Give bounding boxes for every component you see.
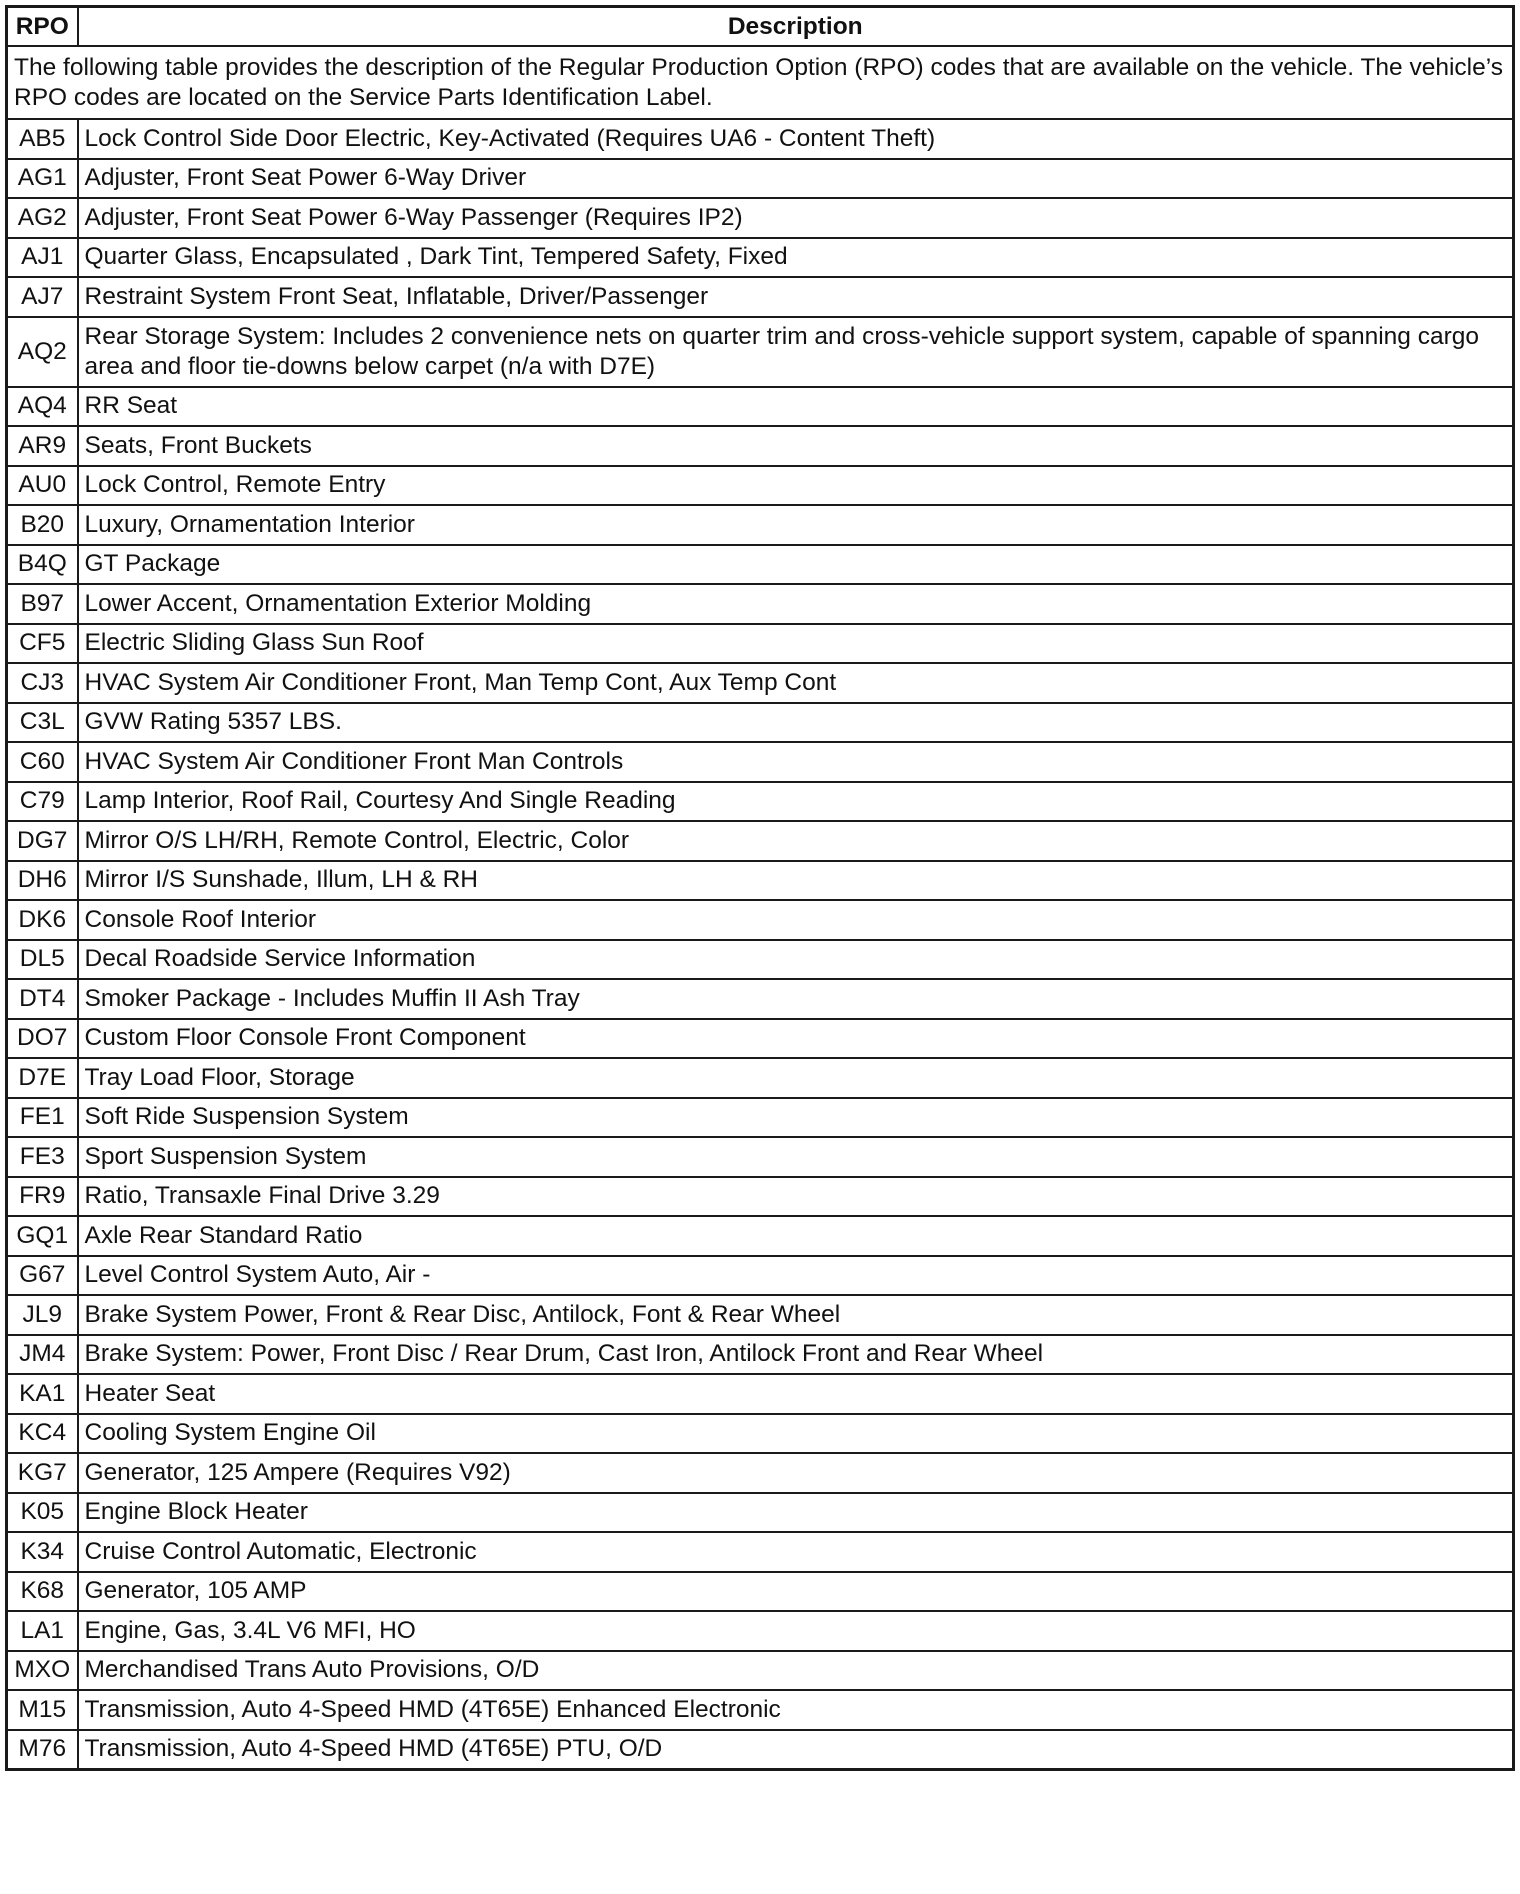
table-header-row: [7, 7, 1514, 47]
table-row: [7, 426, 1514, 466]
description-cell: Lower Accent, Ornamentation Exterior Molding: [78, 584, 1514, 624]
description-cell: Transmission, Auto 4-Speed HMD (4T65E) PTU, O/D: [78, 1730, 1514, 1770]
table-row: [7, 1730, 1514, 1770]
rpo-code-cell: AJ1: [7, 238, 78, 278]
rpo-code-cell: B4Q: [7, 545, 78, 585]
rpo-code-cell: AJ7: [7, 277, 78, 317]
description-cell: Tray Load Floor, Storage: [78, 1058, 1514, 1098]
table-row: [7, 1177, 1514, 1217]
table-row: [7, 159, 1514, 199]
description-cell: Luxury, Ornamentation Interior: [78, 505, 1514, 545]
description-cell: Level Control System Auto, Air -: [78, 1256, 1514, 1296]
rpo-code-cell: GQ1: [7, 1216, 78, 1256]
table-row: [7, 545, 1514, 585]
table-row: [7, 584, 1514, 624]
table-row: [7, 782, 1514, 822]
rpo-code-cell: AB5: [7, 119, 78, 159]
rpo-code-cell: AR9: [7, 426, 78, 466]
description-cell: Sport Suspension System: [78, 1137, 1514, 1177]
table-row: [7, 1256, 1514, 1296]
rpo-code-cell: K34: [7, 1532, 78, 1572]
intro-row: [7, 46, 1514, 119]
table-row: [7, 1058, 1514, 1098]
rpo-code-cell: CJ3: [7, 663, 78, 703]
rpo-code-cell: G67: [7, 1256, 78, 1296]
rpo-code-cell: C60: [7, 742, 78, 782]
table-row: [7, 1532, 1514, 1572]
rpo-code-cell: FE1: [7, 1098, 78, 1138]
description-cell: Merchandised Trans Auto Provisions, O/D: [78, 1651, 1514, 1691]
table-row: [7, 821, 1514, 861]
description-cell: GVW Rating 5357 LBS.: [78, 703, 1514, 743]
table-row: [7, 238, 1514, 278]
rpo-code-cell: LA1: [7, 1611, 78, 1651]
rpo-code-cell: DO7: [7, 1019, 78, 1059]
table-row: [7, 624, 1514, 664]
rpo-code-cell: DH6: [7, 861, 78, 901]
rpo-code-cell: JL9: [7, 1295, 78, 1335]
description-cell: Engine Block Heater: [78, 1493, 1514, 1533]
description-cell: Lamp Interior, Roof Rail, Courtesy And Single Reading: [78, 782, 1514, 822]
table-row: [7, 1216, 1514, 1256]
table-row: [7, 198, 1514, 238]
table-row: [7, 466, 1514, 506]
table-row: [7, 1295, 1514, 1335]
description-cell: HVAC System Air Conditioner Front Man Controls: [78, 742, 1514, 782]
rpo-code-cell: C3L: [7, 703, 78, 743]
rpo-code-cell: KC4: [7, 1414, 78, 1454]
description-cell: Heater Seat: [78, 1374, 1514, 1414]
table-row: [7, 277, 1514, 317]
rpo-code-cell: K05: [7, 1493, 78, 1533]
table-row: [7, 1137, 1514, 1177]
description-cell: Restraint System Front Seat, Inflatable, Driver/Passenger: [78, 277, 1514, 317]
description-cell: Cooling System Engine Oil: [78, 1414, 1514, 1454]
rpo-code-cell: M76: [7, 1730, 78, 1770]
table-row: [7, 1098, 1514, 1138]
description-cell: Adjuster, Front Seat Power 6-Way Passenger (Requires IP2): [78, 198, 1514, 238]
description-cell: Electric Sliding Glass Sun Roof: [78, 624, 1514, 664]
description-cell: Axle Rear Standard Ratio: [78, 1216, 1514, 1256]
table-row: [7, 1374, 1514, 1414]
rpo-code-cell: B97: [7, 584, 78, 624]
rpo-code-cell: JM4: [7, 1335, 78, 1375]
description-cell: Mirror I/S Sunshade, Illum, LH & RH: [78, 861, 1514, 901]
table-row: [7, 940, 1514, 980]
table-row: [7, 1414, 1514, 1454]
table-row: [7, 1019, 1514, 1059]
description-cell: RR Seat: [78, 387, 1514, 427]
intro-text: The following table provides the description of the Regular Production Option (RPO) codes that are available on the vehicle. The vehicle’s RPO codes are located on the Service Parts Identification Label.: [7, 46, 1514, 119]
table-row: [7, 979, 1514, 1019]
rpo-table: [5, 5, 1515, 1771]
rpo-code-cell: MXO: [7, 1651, 78, 1691]
table-row: [7, 1651, 1514, 1691]
description-cell: Brake System: Power, Front Disc / Rear Drum, Cast Iron, Antilock Front and Rear Wheel: [78, 1335, 1514, 1375]
description-cell: Soft Ride Suspension System: [78, 1098, 1514, 1138]
table-row: [7, 703, 1514, 743]
rpo-code-cell: KA1: [7, 1374, 78, 1414]
description-cell: Generator, 125 Ampere (Requires V92): [78, 1453, 1514, 1493]
rpo-code-cell: AG1: [7, 159, 78, 199]
rpo-table-container: [5, 5, 1515, 1771]
description-cell: Mirror O/S LH/RH, Remote Control, Electric, Color: [78, 821, 1514, 861]
rpo-code-cell: DT4: [7, 979, 78, 1019]
description-cell: Lock Control, Remote Entry: [78, 466, 1514, 506]
description-cell: Adjuster, Front Seat Power 6-Way Driver: [78, 159, 1514, 199]
description-cell: Lock Control Side Door Electric, Key-Activated (Requires UA6 - Content Theft): [78, 119, 1514, 159]
rpo-code-cell: DG7: [7, 821, 78, 861]
description-cell: Brake System Power, Front & Rear Disc, Antilock, Font & Rear Wheel: [78, 1295, 1514, 1335]
description-cell: Rear Storage System: Includes 2 convenience nets on quarter trim and cross-vehicle support system, capable of spanning cargo area and floor tie-downs below carpet (n/a with D7E): [78, 317, 1514, 387]
description-cell: Quarter Glass, Encapsulated , Dark Tint, Tempered Safety, Fixed: [78, 238, 1514, 278]
description-cell: Custom Floor Console Front Component: [78, 1019, 1514, 1059]
table-body: [7, 46, 1514, 1770]
table-row: [7, 505, 1514, 545]
table-row: [7, 387, 1514, 427]
table-row: [7, 317, 1514, 387]
rpo-code-cell: AG2: [7, 198, 78, 238]
description-cell: GT Package: [78, 545, 1514, 585]
table-row: [7, 119, 1514, 159]
table-row: [7, 900, 1514, 940]
description-cell: Ratio, Transaxle Final Drive 3.29: [78, 1177, 1514, 1217]
rpo-code-cell: B20: [7, 505, 78, 545]
table-row: [7, 1572, 1514, 1612]
description-cell: Decal Roadside Service Information: [78, 940, 1514, 980]
rpo-code-cell: CF5: [7, 624, 78, 664]
rpo-code-cell: C79: [7, 782, 78, 822]
table-row: [7, 861, 1514, 901]
description-cell: Generator, 105 AMP: [78, 1572, 1514, 1612]
table-row: [7, 663, 1514, 703]
description-cell: Seats, Front Buckets: [78, 426, 1514, 466]
rpo-code-cell: FE3: [7, 1137, 78, 1177]
rpo-code-cell: AU0: [7, 466, 78, 506]
table-row: [7, 1493, 1514, 1533]
description-cell: Transmission, Auto 4-Speed HMD (4T65E) Enhanced Electronic: [78, 1690, 1514, 1730]
description-cell: Cruise Control Automatic, Electronic: [78, 1532, 1514, 1572]
rpo-code-cell: DL5: [7, 940, 78, 980]
rpo-code-cell: M15: [7, 1690, 78, 1730]
description-cell: HVAC System Air Conditioner Front, Man Temp Cont, Aux Temp Cont: [78, 663, 1514, 703]
description-cell: Console Roof Interior: [78, 900, 1514, 940]
rpo-code-cell: FR9: [7, 1177, 78, 1217]
description-column-header: Description: [78, 7, 1514, 47]
table-row: [7, 1335, 1514, 1375]
rpo-code-cell: KG7: [7, 1453, 78, 1493]
rpo-code-cell: DK6: [7, 900, 78, 940]
rpo-code-cell: K68: [7, 1572, 78, 1612]
table-row: [7, 742, 1514, 782]
description-cell: Smoker Package - Includes Muffin II Ash Tray: [78, 979, 1514, 1019]
rpo-code-cell: D7E: [7, 1058, 78, 1098]
rpo-column-header: RPO: [7, 7, 78, 47]
rpo-code-cell: AQ4: [7, 387, 78, 427]
table-row: [7, 1690, 1514, 1730]
table-row: [7, 1453, 1514, 1493]
table-row: [7, 1611, 1514, 1651]
rpo-code-cell: AQ2: [7, 317, 78, 387]
description-cell: Engine, Gas, 3.4L V6 MFI, HO: [78, 1611, 1514, 1651]
